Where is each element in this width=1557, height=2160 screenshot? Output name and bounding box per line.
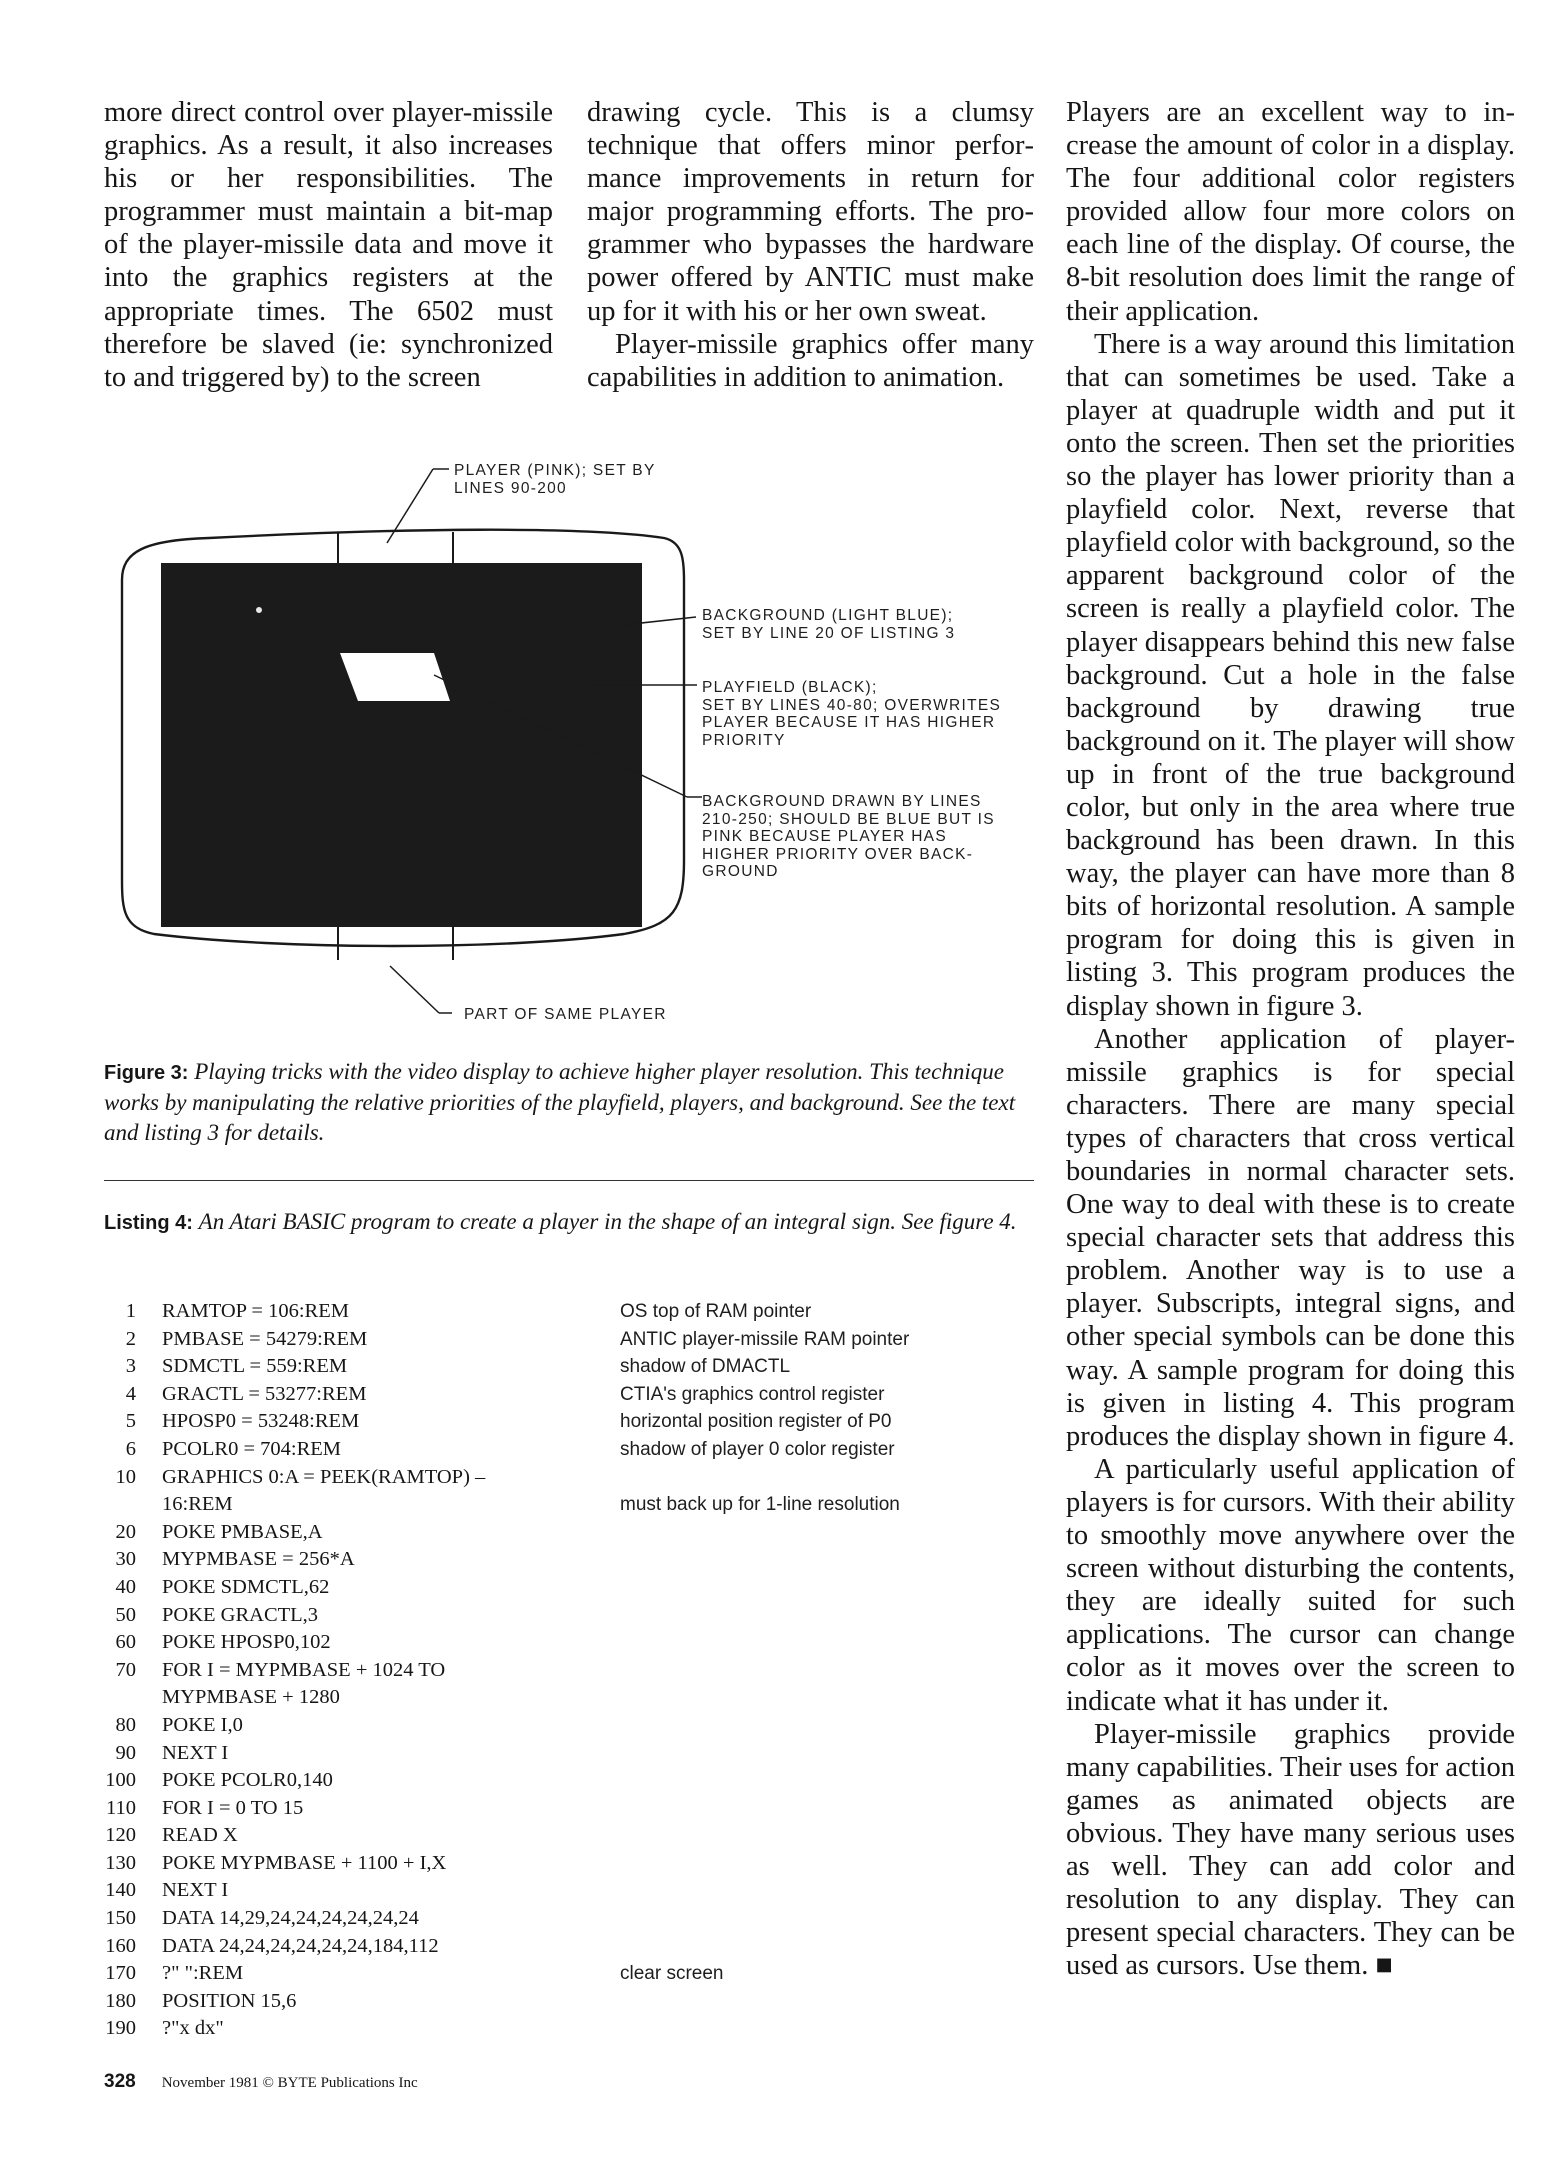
- line-comment: [620, 1629, 1034, 1657]
- listing-line: [104, 1602, 1034, 1630]
- line-number: 80: [115, 1713, 136, 1736]
- line-number: 4: [125, 1382, 136, 1405]
- line-comment: [620, 1574, 1034, 1602]
- line-comment: [620, 1602, 1034, 1630]
- line-comment: [620, 1546, 1034, 1574]
- listing-line: [104, 1381, 1034, 1409]
- code-listing: [104, 1298, 1034, 2043]
- line-number: 160: [105, 1934, 136, 1957]
- line-code: FOR I = MYPMBASE + 1024 TO: [162, 1658, 446, 1681]
- line-number: 20: [115, 1520, 136, 1543]
- line-number: 5: [125, 1410, 136, 1433]
- speck: [256, 607, 262, 613]
- body-column-3: [1066, 96, 1515, 1982]
- divider: [104, 1180, 1034, 1181]
- listing-line: [104, 2015, 1034, 2043]
- line-number: 120: [105, 1824, 136, 1847]
- label-playfield: PLAYFIELD (BLACK); SET BY LINES 40-80; OVERWRITES PLAYER BECAUSE IT HAS HIGHER PRIORITY: [702, 679, 1002, 749]
- line-comment: [620, 1519, 1034, 1547]
- listing-line: [104, 1684, 1034, 1712]
- paragraph: There is a way around this limitation that can sometimes be used. Take a player at quadruple width and put it onto the screen. Then set the priorities so the player has lower priority than a playfield color. Next, reverse that playfield color with background, so the apparent background color of the screen is really a playfield color. The player disappears behind this new false background. Cut a hole in the false background by drawing true background on it. The player will show up in front of the true background color, but only in the area where true background has been drawn. In this way, the player can have more than 8 bits of horizontal resolution. A sample program for doing this is given in listing 3. This program produces the display shown in figure 3.: [1066, 328, 1515, 1022]
- line-code: POKE I,0: [162, 1713, 243, 1736]
- line-number: [104, 1684, 162, 1712]
- listing-line: [104, 1436, 1034, 1464]
- line-code: POKE GRACTL,3: [162, 1603, 319, 1626]
- line-number: 100: [105, 1769, 136, 1792]
- line-comment: [620, 1464, 1034, 1492]
- line-number: 60: [115, 1631, 136, 1654]
- listing-line: [104, 1546, 1034, 1574]
- listing-line: [104, 1850, 1034, 1878]
- line-comment: horizontal position register of P0: [620, 1411, 892, 1433]
- listing-line: [104, 1795, 1034, 1823]
- line-number: 50: [115, 1603, 136, 1626]
- body-column-1: [104, 96, 553, 394]
- line-comment: [620, 1877, 1034, 1905]
- paragraph: Players are an excellent way to increase the amount of color in a display. The four additional color registers provided allow four more colors on each line of the display. Of course, the 8-bit resolution does limit the range of their application.: [1066, 97, 1515, 327]
- listing-line: [104, 1464, 1034, 1492]
- line-comment: [620, 1988, 1034, 2016]
- listing-line: [104, 1408, 1034, 1436]
- line-comment: [620, 1684, 1034, 1712]
- line-code: DATA 24,24,24,24,24,24,184,112: [162, 1934, 439, 1957]
- line-number: 10: [115, 1465, 136, 1488]
- footer-text: November 1981 © BYTE Publications Inc: [161, 2075, 418, 2091]
- line-number: 130: [105, 1851, 136, 1874]
- line-code: FOR I = 0 TO 15: [162, 1796, 304, 1819]
- line-code: GRACTL = 53277:REM: [162, 1382, 367, 1405]
- line-comment: [620, 1767, 1034, 1795]
- line-comment: [620, 1850, 1034, 1878]
- line-code: SDMCTL = 559:REM: [162, 1355, 348, 1378]
- line-comment: [620, 1712, 1034, 1740]
- listing-line: [104, 1629, 1034, 1657]
- end-mark: ■: [1375, 1950, 1393, 1982]
- listing-line: [104, 1822, 1034, 1850]
- line-number: 90: [115, 1741, 136, 1764]
- listing-line: [104, 1905, 1034, 1933]
- line-code: POSITION 15,6: [162, 1989, 297, 2012]
- page-number: 328: [104, 2071, 136, 2092]
- listing-line: [104, 1298, 1034, 1326]
- paragraph: A particularly useful application of players is for cursors. With their ability to smoothly move anywhere over the screen without disturbing the contents, they are ideally suited for such applications. The cursor can change color as it moves over the screen to indicate what it has under it.: [1066, 1453, 1515, 1717]
- figure-3: [104, 440, 1044, 1040]
- line-code: PMBASE = 54279:REM: [162, 1327, 368, 1350]
- listing-line: [104, 1933, 1034, 1961]
- line-code: POKE MYPMBASE + 1100 + I,X: [162, 1851, 447, 1874]
- body-column-2: [587, 96, 1034, 394]
- label-background-drawn: BACKGROUND DRAWN BY LINES 210-250; SHOULD BE BLUE BUT IS PINK BECAUSE PLAYER HAS HIGHER PRIORITY OVER BACK- GROUND: [702, 793, 995, 880]
- line-comment: CTIA's graphics control register: [620, 1383, 885, 1405]
- line-number: 40: [115, 1575, 136, 1598]
- line-number: 180: [105, 1989, 136, 2012]
- listing-line: [104, 1326, 1034, 1354]
- line-number: 140: [105, 1879, 136, 1902]
- listing-line: [104, 1353, 1034, 1381]
- line-code: PCOLR0 = 704:REM: [162, 1437, 342, 1460]
- paragraph: Player-missile graphics provide many capabilities. Their uses for action games as animated objects are obvious. They have many serious uses as well. They can add color and resolution to any display. They can present special characters. They can be used as cursors. Use them. ■: [1066, 1718, 1516, 1982]
- paragraph: Another application of player-missile graphics is for special characters. There are many special types of characters that cross vertical boundaries in normal character sets. One way to deal with these is to create special character sets that address this problem. Another way is to use a player. Subscripts, integral signs, and other special symbols can be done this way. A sample program for doing this is given in listing 4. This program produces the display shown in figure 4.: [1066, 1023, 1515, 1452]
- line-comment: [620, 2015, 1034, 2043]
- line-comment: [620, 1905, 1034, 1933]
- line-number: [104, 1491, 162, 1519]
- listing-line: [104, 1574, 1034, 1602]
- line-code: POKE HPOSP0,102: [162, 1631, 331, 1654]
- paragraph: Player-missile graphics offer many capabilities in addition to animation.: [587, 328, 1034, 393]
- line-number: 190: [105, 2017, 136, 2040]
- paragraph: drawing cycle. This is a clumsy technique that offers minor performance improvements in return for major programming efforts. The programmer who bypasses the hardware power offered by ANTIC must make up for it with his or her own sweat.: [587, 97, 1034, 327]
- line-code: READ X: [162, 1824, 238, 1847]
- background-drawn-shape: [340, 653, 450, 701]
- line-comment: [620, 1822, 1034, 1850]
- listing-line: [104, 1657, 1034, 1685]
- line-number: 150: [105, 1907, 136, 1930]
- line-code: 16:REM: [162, 1493, 233, 1516]
- listing-line: [104, 1740, 1034, 1768]
- line-comment: [620, 1740, 1034, 1768]
- figure-caption: Figure 3: Playing tricks with the video display to achieve higher player resolution. This technique works by manipulating the relative priorities of the playfield, players, and background. See the text and listing 3 for details.: [104, 1059, 1016, 1145]
- label-part-of-same-player: PART OF SAME PLAYER: [464, 1006, 667, 1023]
- line-code: ?" ":REM: [162, 1962, 244, 1985]
- line-number: 1: [125, 1300, 136, 1322]
- label-background-light-blue: BACKGROUND (LIGHT BLUE); SET BY LINE 20 OF LISTING 3: [702, 607, 956, 642]
- line-comment: clear screen: [620, 1963, 724, 1985]
- line-number: 110: [106, 1796, 136, 1819]
- line-number: 30: [115, 1548, 136, 1571]
- listing-line: [104, 1519, 1034, 1547]
- listing-caption: Listing 4: An Atari BASIC program to create a player in the shape of an integral sign. See figure 4.: [104, 1209, 1017, 1234]
- line-code: GRAPHICS 0:A = PEEK(RAMTOP) –: [162, 1465, 486, 1488]
- line-code: NEXT I: [162, 1741, 229, 1764]
- listing-line: [104, 1491, 1034, 1519]
- line-comment: OS top of RAM pointer: [620, 1301, 812, 1322]
- line-comment: ANTIC player-missile RAM pointer: [620, 1328, 910, 1350]
- page-footer: [104, 2072, 418, 2093]
- line-code: MYPMBASE + 1280: [162, 1686, 340, 1709]
- line-comment: shadow of player 0 color register: [620, 1438, 895, 1460]
- line-comment: must back up for 1-line resolution: [620, 1494, 900, 1516]
- line-number: 170: [105, 1962, 136, 1985]
- line-code: MYPMBASE = 256*A: [162, 1548, 355, 1571]
- line-comment: [620, 1933, 1034, 1961]
- listing-line: [104, 1988, 1034, 2016]
- line-number: 3: [125, 1355, 136, 1378]
- paragraph: more direct control over player-missile graphics. As a result, it also increases his or her responsibilities. The programmer must maintain a bit-map of the player-missile data and move it into the graphics registers at the appropriate times. The 6502 must therefore be slaved (ie: synchronized to and triggered by) to the screen: [104, 97, 553, 393]
- listing-line: [104, 1877, 1034, 1905]
- line-code: ?"x dx": [162, 2017, 224, 2040]
- line-number: 2: [125, 1327, 136, 1350]
- line-comment: [620, 1657, 1034, 1685]
- label-player: PLAYER (PINK); SET BY LINES 90-200: [454, 462, 656, 497]
- line-code: RAMTOP = 106:REM: [162, 1300, 349, 1322]
- line-number: 70: [115, 1658, 136, 1681]
- line-code: POKE SDMCTL,62: [162, 1575, 330, 1598]
- line-code: HPOSP0 = 53248:REM: [162, 1410, 360, 1433]
- line-comment: shadow of DMACTL: [620, 1356, 791, 1378]
- listing-line: [104, 1712, 1034, 1740]
- line-comment: [620, 1795, 1034, 1823]
- line-code: POKE PCOLR0,140: [162, 1769, 333, 1792]
- listing-line: [104, 1960, 1034, 1988]
- line-code: NEXT I: [162, 1879, 229, 1902]
- line-number: 6: [125, 1437, 136, 1460]
- line-code: DATA 14,29,24,24,24,24,24,24: [162, 1907, 419, 1930]
- playfield-screen: [161, 563, 642, 927]
- listing-line: [104, 1767, 1034, 1795]
- line-code: POKE PMBASE,A: [162, 1520, 323, 1543]
